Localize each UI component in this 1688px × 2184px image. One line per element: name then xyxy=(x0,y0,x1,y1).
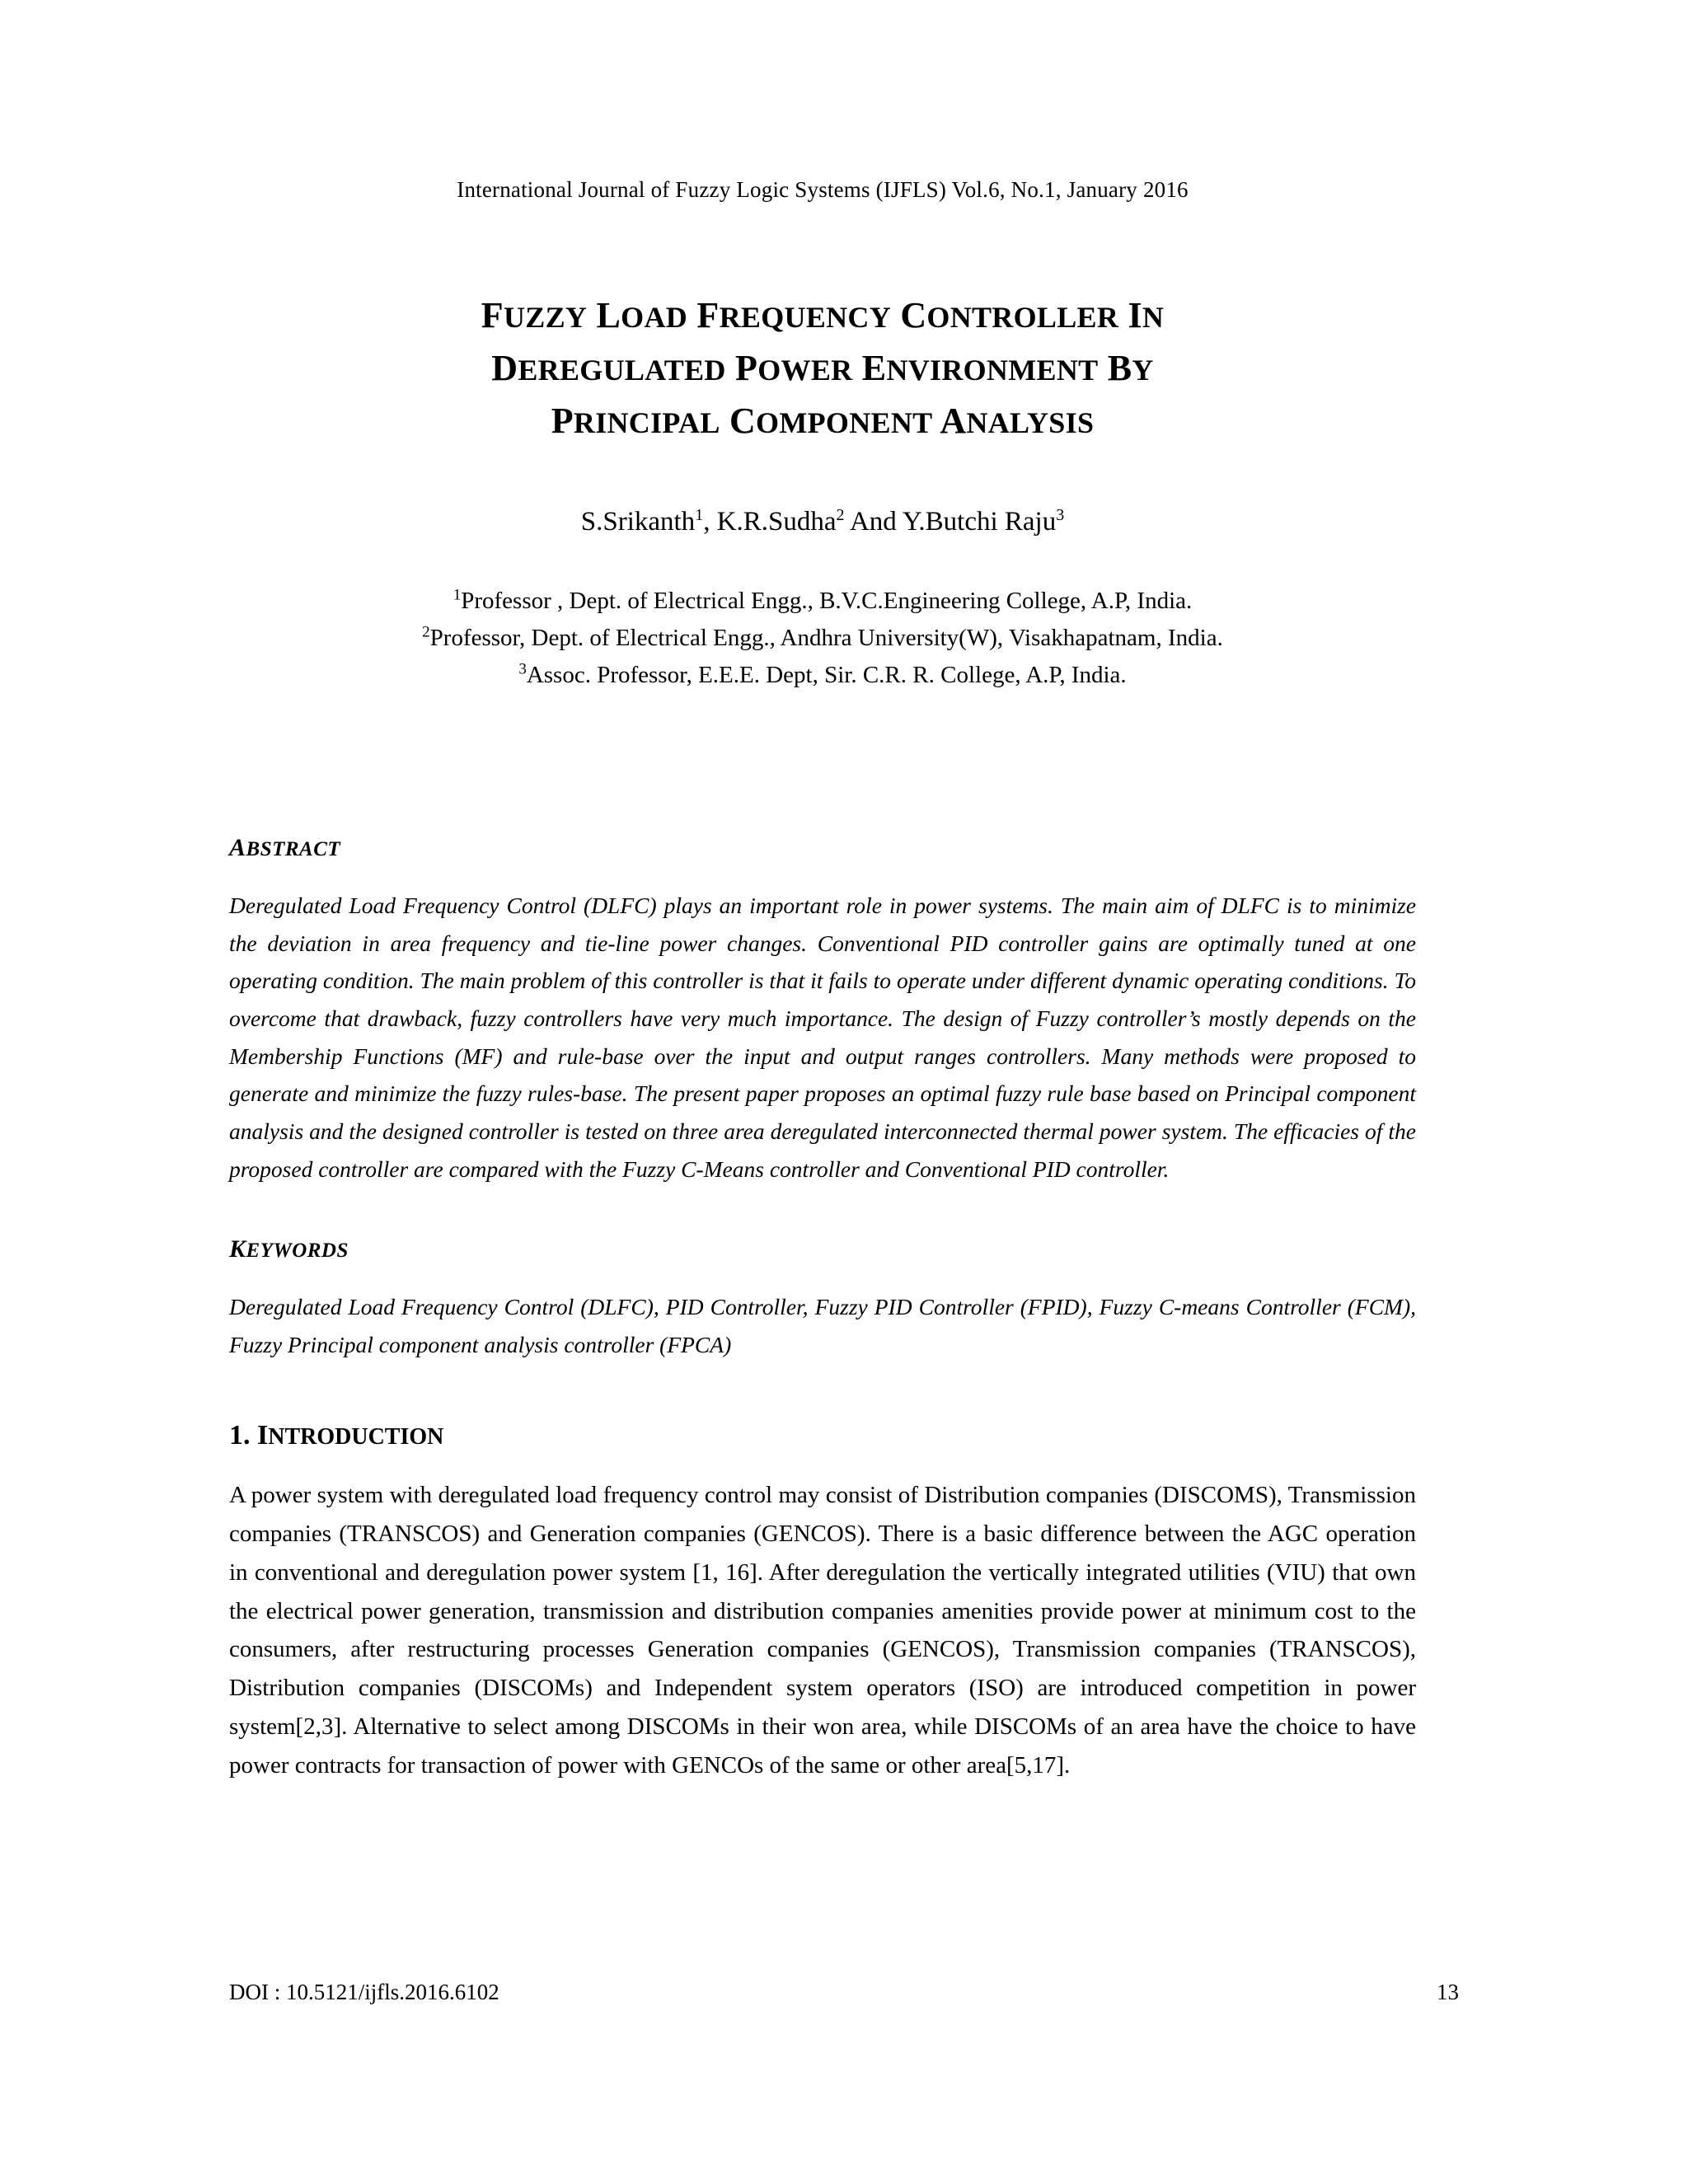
title-word-cap: F xyxy=(481,295,504,335)
footer-page-number: 13 xyxy=(1437,1980,1459,2004)
affiliation-text: Assoc. Professor, E.E.E. Dept, Sir. C.R. R. College, A.P, India. xyxy=(526,662,1127,689)
title-word-rest: N xyxy=(1142,301,1165,334)
title-word-cap: E xyxy=(861,347,887,388)
heading-cap: K xyxy=(229,1235,246,1263)
heading-cap: A xyxy=(229,834,246,862)
heading-word xyxy=(257,1420,443,1451)
affiliation-marker: 1 xyxy=(452,586,462,604)
title-word-cap: B xyxy=(1107,347,1132,388)
author-affil-marker: 1 xyxy=(695,506,704,525)
title-word-cap: L xyxy=(596,295,621,335)
title-word-rest: OWER xyxy=(757,353,853,387)
title-word-rest: RINCIPAL xyxy=(573,405,720,439)
affiliation-block xyxy=(229,583,1416,694)
title-line-3 xyxy=(229,395,1416,448)
author-name: S.Srikanth xyxy=(580,507,696,537)
abstract-text: Deregulated Load Frequency Control (DLFC) plays an important role in power systems. The main aim of DLFC is to minimize the deviation in area frequency and tie-line power changes. Conventional PID controller gains are optimally tuned at one operating condition. The main problem of this controller is that it fails to operate under different dynamic operating conditions. To overcome that drawback, fuzzy controllers have very much importance. The design of Fuzzy controller’s mostly depends on the Membership Functions (MF) and rule-base over the input and output ranges controllers. Many methods were proposed to generate and minimize the fuzzy rules-base. The present paper proposes an optimal fuzzy rule base based on Principal component analysis and the designed controller is tested on three area deregulated interconnected thermal power system. The efficacies of the proposed controller are compared with the Fuzzy C-Means controller and Conventional PID controller. xyxy=(229,893,1416,1182)
title-word-rest: NALYSIS xyxy=(966,405,1095,439)
author-separator: And xyxy=(844,507,903,537)
footer-doi: DOI : 10.5121/ijfls.2016.6102 xyxy=(229,1980,499,2004)
affiliation-marker: 3 xyxy=(518,660,527,678)
title-word-rest: ONTROLLER xyxy=(926,301,1119,334)
keywords-text: Deregulated Load Frequency Control (DLFC), PID Controller, Fuzzy PID Controller (FPID), Fuzzy C-means Controller (FCM), Fuzzy Principal component analysis controller (FPCA) xyxy=(229,1294,1416,1357)
author-affil-marker: 3 xyxy=(1056,506,1065,525)
introduction-heading xyxy=(229,1420,1416,1451)
author-name: K.R.Sudha xyxy=(716,507,837,537)
title-word-rest: EREGULATED xyxy=(518,353,726,387)
title-word-cap: C xyxy=(729,400,757,441)
affiliation-line xyxy=(229,657,1416,694)
abstract-section xyxy=(229,834,1416,1188)
author-name: Y.Butchi Raju xyxy=(902,507,1057,537)
affiliation-line xyxy=(229,583,1416,620)
heading-rest: NTRODUCTION xyxy=(268,1423,444,1450)
title-word-cap: D xyxy=(491,347,518,388)
title-word-rest: NVIRONMENT xyxy=(886,353,1099,387)
affiliation-text: Professor, Dept. of Electrical Engg., Andhra University(W), Visakhapatnam, India. xyxy=(429,625,1223,652)
affiliation-line xyxy=(229,620,1416,657)
page-content xyxy=(229,0,1416,1785)
title-word-cap: C xyxy=(900,295,927,335)
heading-number: 1. xyxy=(229,1419,251,1451)
author-separator: , xyxy=(703,507,717,537)
title-word-cap: P xyxy=(551,400,574,441)
abstract-heading xyxy=(229,834,1416,862)
title-word-cap: I xyxy=(1128,295,1142,335)
author-list xyxy=(229,506,1416,537)
title-word-rest: REQUENCY xyxy=(719,301,891,334)
journal-header: International Journal of Fuzzy Logic Systems (IJFLS) Vol.6, No.1, January 2016 xyxy=(457,177,1189,202)
title-word-rest: Y xyxy=(1132,353,1154,387)
title-word-cap: A xyxy=(940,400,967,441)
keywords-section xyxy=(229,1235,1416,1363)
title-word-rest: OAD xyxy=(621,301,688,334)
heading-rest: EYWORDS xyxy=(246,1240,349,1263)
title-word-cap: P xyxy=(735,347,758,388)
introduction-text: A power system with deregulated load frequency control may consist of Distribution companies (DISCOMS), Transmission companies (TRANSCOS) and Generation companies (GENCOS). There is a basic difference between the AGC operation in conventional and deregulation power system [1, 16]. After deregulation the vertically integrated utilities (VIU) that own the electrical power generation, transmission and distribution companies amenities provide power at minimum cost to the consumers, after restructuring processes Generation companies (GENCOS), Transmission companies (TRANSCOS), Distribution companies (DISCOMs) and Independent system operators (ISO) are introduced competition in power system[2,3]. Alternative to select among DISCOMs in their won area, while DISCOMs of an area have the choice to have power contracts for transaction of power with GENCOs of the same or other area[5,17]. xyxy=(229,1481,1416,1779)
page-footer xyxy=(229,1980,1459,2005)
affiliation-marker: 2 xyxy=(422,623,430,641)
author-affil-marker: 2 xyxy=(836,506,845,525)
title-line-1 xyxy=(229,289,1416,342)
heading-cap: I xyxy=(257,1419,269,1451)
page-title xyxy=(229,289,1416,447)
title-word-rest: OMPONENT xyxy=(756,405,933,439)
introduction-section xyxy=(229,1420,1416,1786)
affiliation-text: Professor , Dept. of Electrical Engg., B.V.C.Engineering College, A.P, India. xyxy=(461,588,1193,615)
title-word-rest: UZZY xyxy=(503,301,588,334)
keywords-heading xyxy=(229,1235,1416,1263)
heading-rest: BSTRACT xyxy=(246,838,341,861)
title-word-cap: F xyxy=(696,295,720,335)
title-line-2 xyxy=(229,342,1416,395)
